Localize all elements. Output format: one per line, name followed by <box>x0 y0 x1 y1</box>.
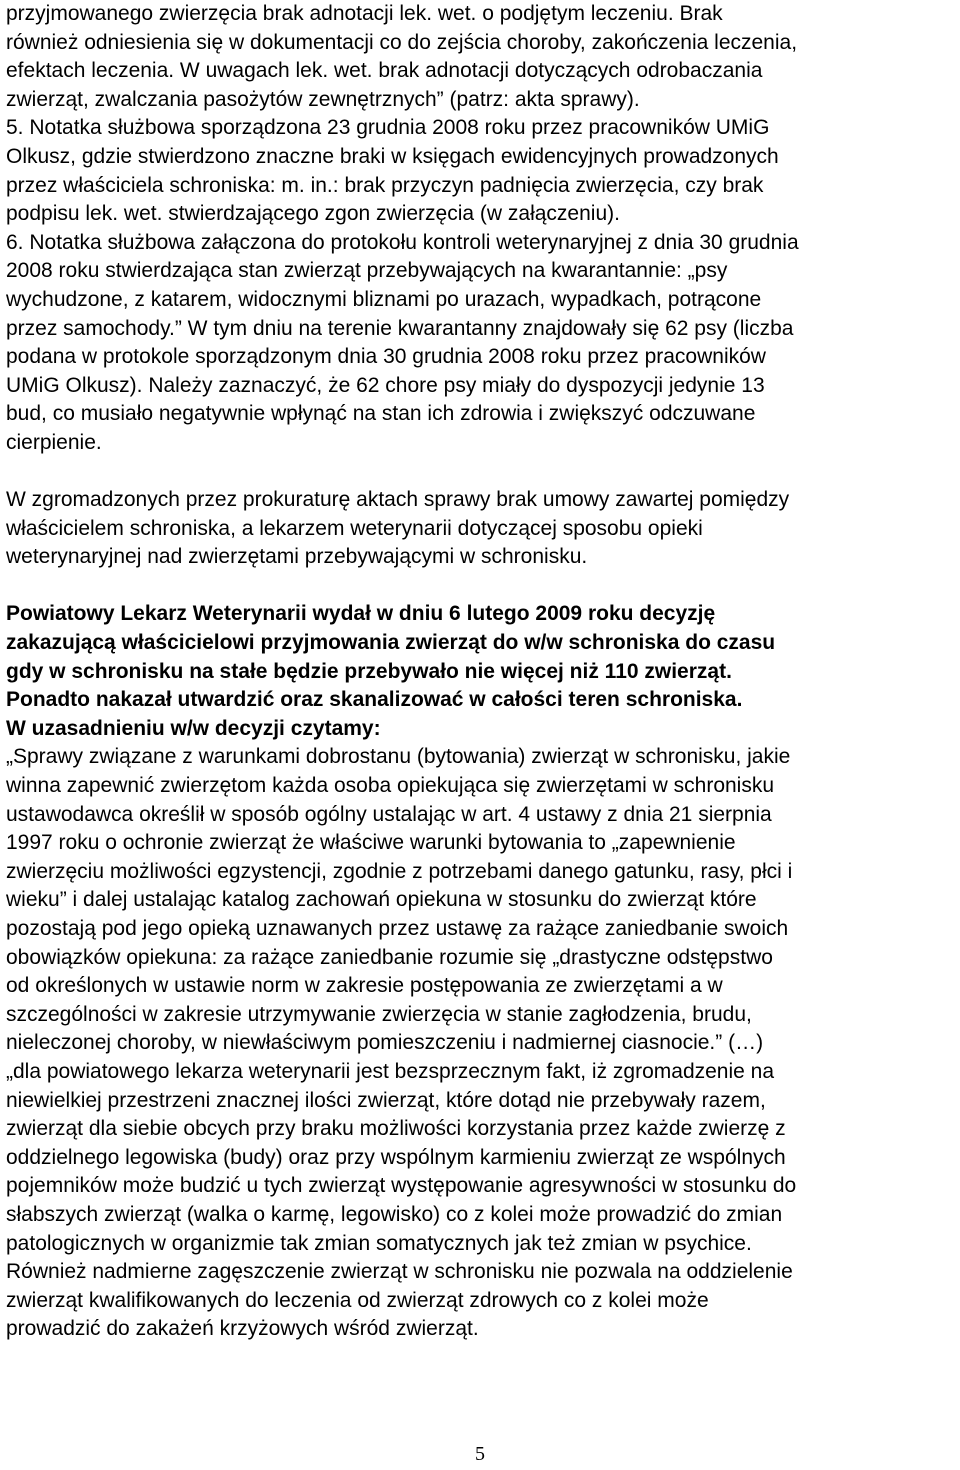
text-line: wieku” i dalej ustalając katalog zachowań opiekuna w stosunku do zwierząt które <box>6 888 757 912</box>
text-line: Również nadmierne zagęszczenie zwierząt w schronisku nie pozwala na oddzielenie <box>6 1260 793 1284</box>
text-line: słabszych zwierząt (walka o karmę, legowisko) co z kolei może prowadzić do zmian <box>6 1202 783 1226</box>
page-number: 5 <box>475 1443 485 1465</box>
text-line: prowadzić do zakażeń krzyżowych wśród zwierząt. <box>6 1317 479 1341</box>
text-line: zwierząt kwalifikowanych do leczenia od zwierząt zdrowych co z kolei może <box>6 1288 709 1312</box>
text-line: cierpienie. <box>6 430 102 454</box>
text-line: weterynaryjnej nad zwierzętami przebywającymi w schronisku. <box>6 545 588 569</box>
text-line-bold: Ponadto nakazał utwardzić oraz skanalizować w całości teren schroniska. <box>6 688 743 712</box>
text-line: niewielkiej przestrzeni znacznej ilości zwierząt, które dotąd nie przebywały razem, <box>6 1088 766 1112</box>
text-line: Olkusz, gdzie stwierdzono znaczne braki w księgach ewidencyjnych prowadzonych <box>6 144 779 168</box>
text-line: „Sprawy związane z warunkami dobrostanu (bytowania) zwierząt w schronisku, jakie <box>6 745 791 769</box>
text-line: 5. Notatka służbowa sporządzona 23 grudnia 2008 roku przez pracowników UMiG <box>6 116 770 140</box>
text-line: przez samochody.” W tym dniu na terenie kwarantanny znajdowały się 62 psy (liczba <box>6 316 794 340</box>
text-line: podpisu lek. wet. stwierdzającego zgon zwierzęcia (w załączeniu). <box>6 202 620 226</box>
text-line: zwierząt dla siebie obcych przy braku możliwości korzystania przez każde zwierzę z <box>6 1117 786 1141</box>
text-line: 6. Notatka służbowa załączona do protokołu kontroli weterynaryjnej z dnia 30 grudnia <box>6 230 799 254</box>
text-line-bold: W uzasadnieniu w/w decyzji czytamy: <box>6 716 381 740</box>
text-line: pozostają pod jego opieką uznawanych przez ustawę za rażące zaniedbanie swoich <box>6 917 789 940</box>
text-line: przez właściciela schroniska: m. in.: brak przyczyn padnięcia zwierzęcia, czy brak <box>6 173 764 197</box>
text-line: 1997 roku o ochronie zwierząt że właściwe warunki bytowania to „zapewnienie <box>6 831 736 855</box>
text-line: przyjmowanego zwierzęcia brak adnotacji lek. wet. o podjętym leczeniu. Brak <box>6 2 723 25</box>
text-line-bold: gdy w schronisku na stałe będzie przebywało nie więcej niż 110 zwierząt. <box>6 659 732 683</box>
document-page <box>6 0 956 1344</box>
text-line: winna zapewnić zwierzętom każda osoba opiekująca się zwierzętami w schronisku <box>6 774 775 798</box>
paragraph-gap <box>6 458 956 487</box>
text-line-bold: zakazującą właścicielowi przyjmowania zwierząt do w/w schroniska do czasu <box>6 631 776 655</box>
text-line: obowiązków opiekuna: za rażące zaniedbanie rozumie się „drastyczne odstępstwo <box>6 945 773 969</box>
text-line: szczególności w zakresie utrzymywanie zwierzęcia w stanie zagłodzenia, brudu, <box>6 1002 752 1026</box>
text-line: właścicielem schroniska, a lekarzem weterynarii dotyczącej sposobu opieki <box>6 516 703 540</box>
text-line: 2008 roku stwierdzająca stan zwierząt przebywających na kwarantannie: „psy <box>6 259 728 283</box>
text-line: wychudzone, z katarem, widocznymi bliznami po urazach, wypadkach, potrącone <box>6 287 762 311</box>
text-line: bud, co musiało negatywnie wpłynąć na stan ich zdrowia i zwiększyć odczuwane <box>6 402 756 426</box>
text-line-bold: Powiatowy Lekarz Weterynarii wydał w dniu 6 lutego 2009 roku decyzję <box>6 602 716 626</box>
paragraph-contract <box>6 486 956 572</box>
text-line: „dla powiatowego lekarza weterynarii jest bezsprzecznym fakt, iż zgromadzenie na <box>6 1059 775 1083</box>
text-line: patologicznych w organizmie tak zmian somatycznych jak też zmian w psychice. <box>6 1231 752 1255</box>
text-line: zwierząt, zwalczania pasożytów zewnętrznych” (patrz: akta sprawy). <box>6 87 640 111</box>
text-line: W zgromadzonych przez prokuraturę aktach sprawy brak umowy zawartej pomiędzy <box>6 488 790 512</box>
text-line: UMiG Olkusz). Należy zaznaczyć, że 62 chore psy miały do dyspozycji jedynie 13 <box>6 373 765 397</box>
paragraph-gap <box>6 572 956 601</box>
text-line: efektach leczenia. W uwagach lek. wet. brak adnotacji dotyczących odrobaczania <box>6 59 763 83</box>
text-line: oddzielnego legowiska (budy) oraz przy wspólnym karmieniu zwierząt ze wspólnych <box>6 1145 786 1169</box>
text-line: pojemników może budzić u tych zwierząt występowanie agresywności w stosunku do <box>6 1174 797 1198</box>
text-line: zwierzęciu możliwości egzystencji, zgodnie z potrzebami danego gatunku, rasy, płci i <box>6 859 793 883</box>
text-line: również odniesienia się w dokumentacji co do zejścia choroby, zakończenia leczenia, <box>6 30 798 54</box>
text-line: nieleczonej choroby, w niewłaściwym pomieszczeniu i nadmiernej ciasnocie.” (…) <box>6 1031 764 1055</box>
paragraph-decision <box>6 600 956 743</box>
paragraph-quote <box>6 743 956 1343</box>
paragraph-intro <box>6 0 956 458</box>
text-line: od określonych w ustawie norm w zakresie postępowania ze zwierzętami a w <box>6 974 723 998</box>
text-line: ustawodawca określił w sposób ogólny ustalając w art. 4 ustawy z dnia 21 sierpnia <box>6 802 772 826</box>
text-line: podana w protokole sporządzonym dnia 30 grudnia 2008 roku przez pracowników <box>6 345 766 369</box>
